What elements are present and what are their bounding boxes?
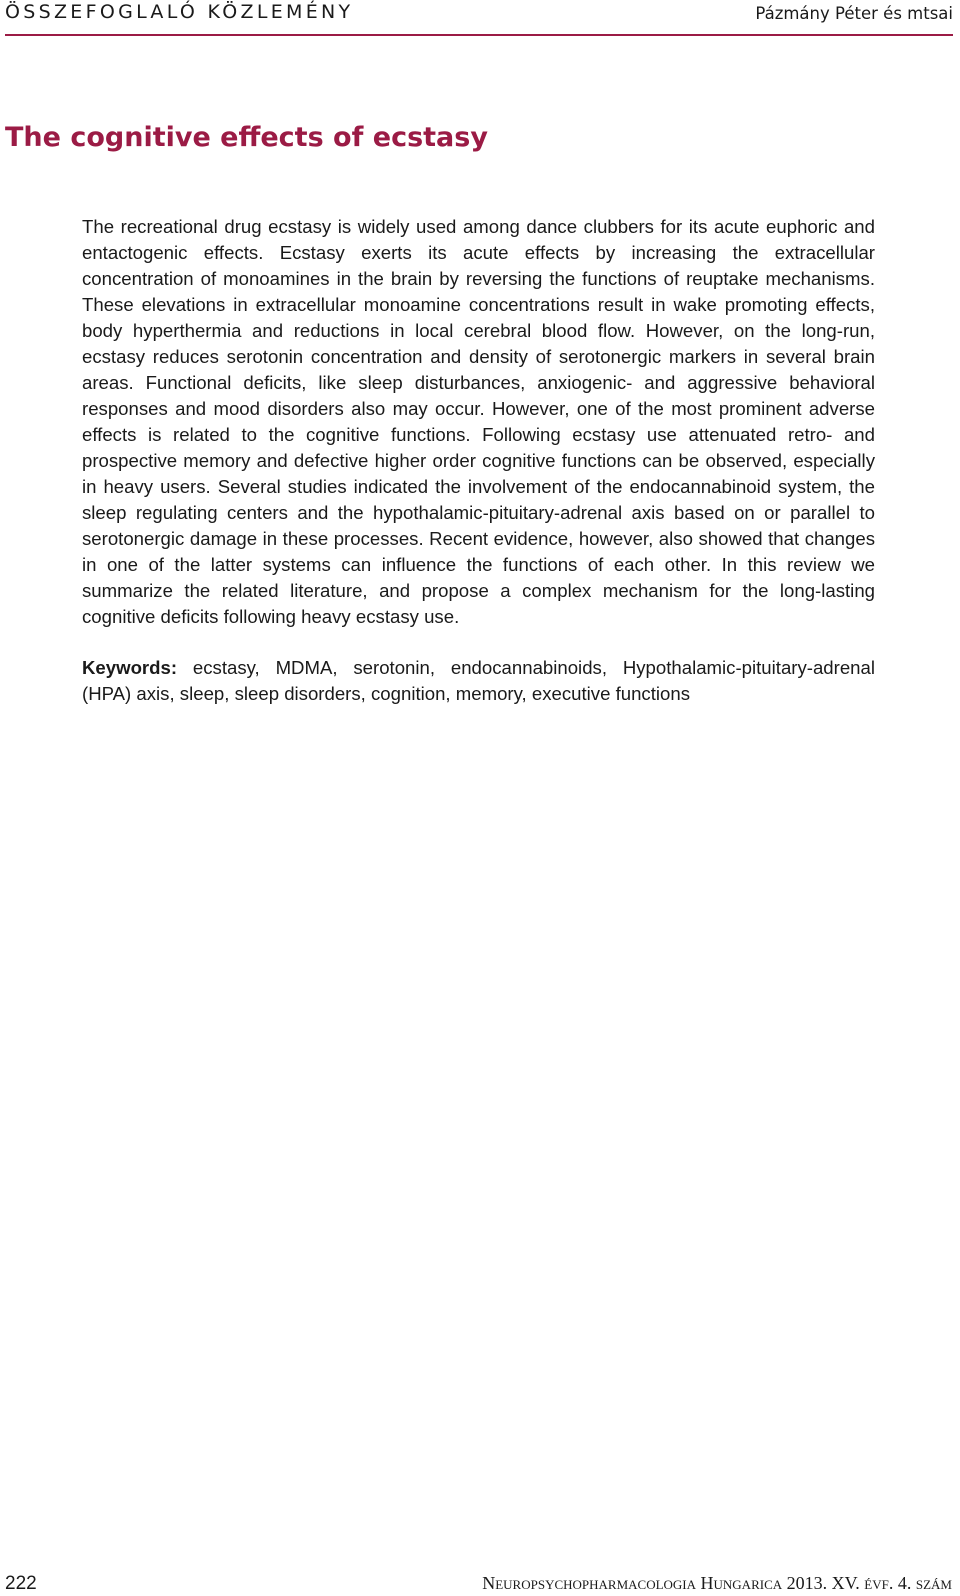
article-title: The cognitive effects of ecstasy	[5, 122, 488, 153]
keywords-list: ecstasy, MDMA, serotonin, endocannabinoids, Hypothalamic-pituitary-adrenal (HPA) axis, sleep, sleep disorders, cognition, memory, executive functions	[82, 657, 875, 704]
abstract-text: The recreational drug ecstasy is widely used among dance clubbers for its acute euphoric and entactogenic effects. Ecstasy exerts its acute effects by increasing the extracellular concentration of monoamines in the brain by reversing the functions of reuptake mechanisms. These elevations in extracellular monoamine concentrations result in wake promoting effects, body hyperthermia and reductions in local cerebral blood flow. However, on the long-run, ecstasy reduces serotonin concentration and density of serotonergic markers in several brain areas. Functional deficits, like sleep disturbances, anxiogenic- and aggressive behavioral responses and mood disorders also may occur. However, one of the most prominent adverse effects is related to the cognitive functions. Following ecstasy use attenuated retro- and prospective memory and defective higher order cognitive functions can be observed, especially in heavy users. Several studies indicated the involvement of the endocannabinoid system, the sleep regulating centers and the hypothalamic-pituitary-adrenal axis based on or parallel to serotonergic damage in these processes. Recent evidence, however, also showed that changes in one of the latter systems can influence the functions of each other. In this review we summarize the related literature, and propose a complex mechanism for the long-lasting cognitive deficits following heavy ecstasy use.	[82, 216, 875, 627]
keywords	[82, 655, 875, 707]
section-label: ÖSSZEFOGLALÓ KÖZLEMÉNY	[5, 1, 354, 23]
page-number: 222	[5, 1573, 37, 1594]
header-authors: Pázmány Péter és mtsai	[755, 4, 953, 23]
keywords-label: Keywords:	[82, 657, 178, 678]
running-header	[5, 0, 953, 36]
journal-footer: Neuropsychopharmacologia Hungarica 2013. XV. évf. 4. szám	[482, 1573, 952, 1593]
